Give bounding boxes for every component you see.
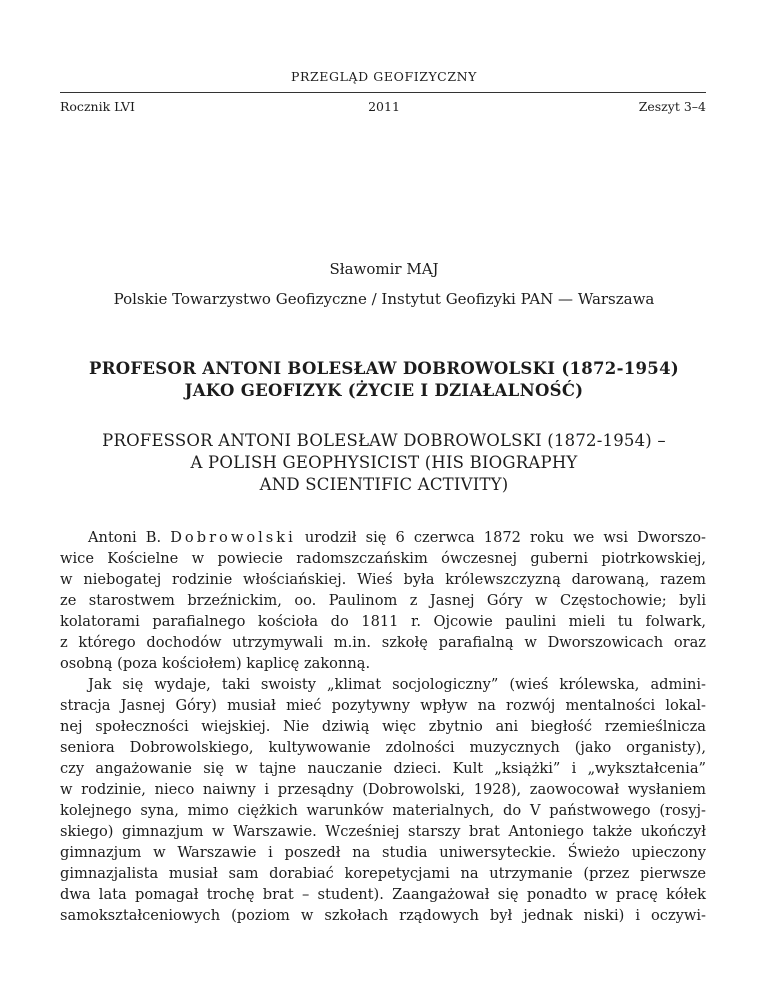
body-line: w rodzinie, nieco naiwny i przesądny (Dobrowolski, 1928), zaowocował wysłaniem [60,781,706,798]
journal-name: PRZEGLĄD GEOFIZYCZNY [290,69,478,84]
title-polish [0,358,768,402]
title-polish-line: PROFESOR ANTONI BOLESŁAW DOBROWOLSKI (1872-1954) [89,359,679,378]
title-english [0,430,768,496]
body-line: gimnazjalista musiał sam dorabiać korepetycjami na utrzymanie (przez pierwsze [60,865,706,882]
body-line: skiego) gimnazjum w Warszawie. Wcześniej starszy brat Antoniego także ukończył [60,823,706,840]
body-line: Jak się wydaje, taki swoisty „klimat socjologiczny” (wieś królewska, admini- [88,676,706,693]
body-line: samokształceniowych (poziom w szkołach rządowych był jednak niski) i oczywi- [60,907,706,924]
body-line: czy angażowanie się w tajne nauczanie dzieci. Kult „książki” i „wykształcenia” [60,760,706,777]
body-line: seniora Dobrowolskiego, kultywowanie zdolności muzycznych (jako organisty), [60,739,706,756]
body-line: ze starostwem brzeźnickim, oo. Paulinom z Jasnej Góry w Częstochowie; byli [60,592,706,609]
author-affiliation: Polskie Towarzystwo Geofizyczne / Instytut Geofizyki PAN — Warszawa [113,290,655,308]
body-line: nej społeczności wiejskiej. Nie dziwią więc zbytnio ani biegłość rzemieślnicza [60,718,706,735]
issue-label: Zeszyt 3–4 [638,99,706,114]
paragraph-2 [60,674,706,926]
body-line: osobną (poza kościołem) kaplicę zakonną. [60,655,371,672]
body-line: stracja Jasnej Góry) musiał mieć pozytywny wpływ na rozwój mentalności lokal- [60,697,706,714]
article-body [60,527,706,926]
body-line: kolatorami parafialnego kościoła do 1811 r. Ojcowie paulini mieli tu folwark, [60,613,706,630]
title-english-line: AND SCIENTIFIC ACTIVITY) [259,475,509,494]
title-english-line: PROFESSOR ANTONI BOLESŁAW DOBROWOLSKI (1872-1954) – [102,431,666,450]
author-surname-spaced: Dobrowolski [170,529,296,546]
body-line: w niebogatej rodzinie włościańskiej. Wieś była królewszczyzną darowaną, razem [60,571,706,588]
body-line: wice Kościelne w powiecie radomszczańskim ówczesnej guberni piotrkowskiej, [60,550,706,567]
body-line: z którego dochodów utrzymywali m.in. szkołę parafialną w Dworszowicach oraz [60,634,706,651]
body-line: dwa lata pomagał trochę brat – student). Zaangażował się ponadto w pracę kółek [60,886,706,903]
volume-label: Rocznik LVI [60,99,135,114]
body-line: kolejnego syna, mimo ciężkich warunków materialnych, do V państwowego (rosyj- [60,802,706,819]
body-line: gimnazjum w Warszawie i poszedł na studia uniwersyteckie. Świeżo upieczony [60,844,706,861]
body-text: Antoni B. [88,529,162,546]
body-line [60,527,706,548]
year-label: 2011 [368,99,400,114]
header-rule [60,92,706,93]
paragraph-1 [60,527,706,674]
body-text: urodził się 6 czerwca 1872 roku we wsi Dworszo- [304,529,706,546]
author-name: Sławomir MAJ [329,260,439,278]
title-english-line: A POLISH GEOPHYSICIST (HIS BIOGRAPHY [190,453,578,472]
title-polish-line: JAKO GEOFIZYK (ŻYCIE I DZIAŁALNOŚĆ) [184,381,584,400]
